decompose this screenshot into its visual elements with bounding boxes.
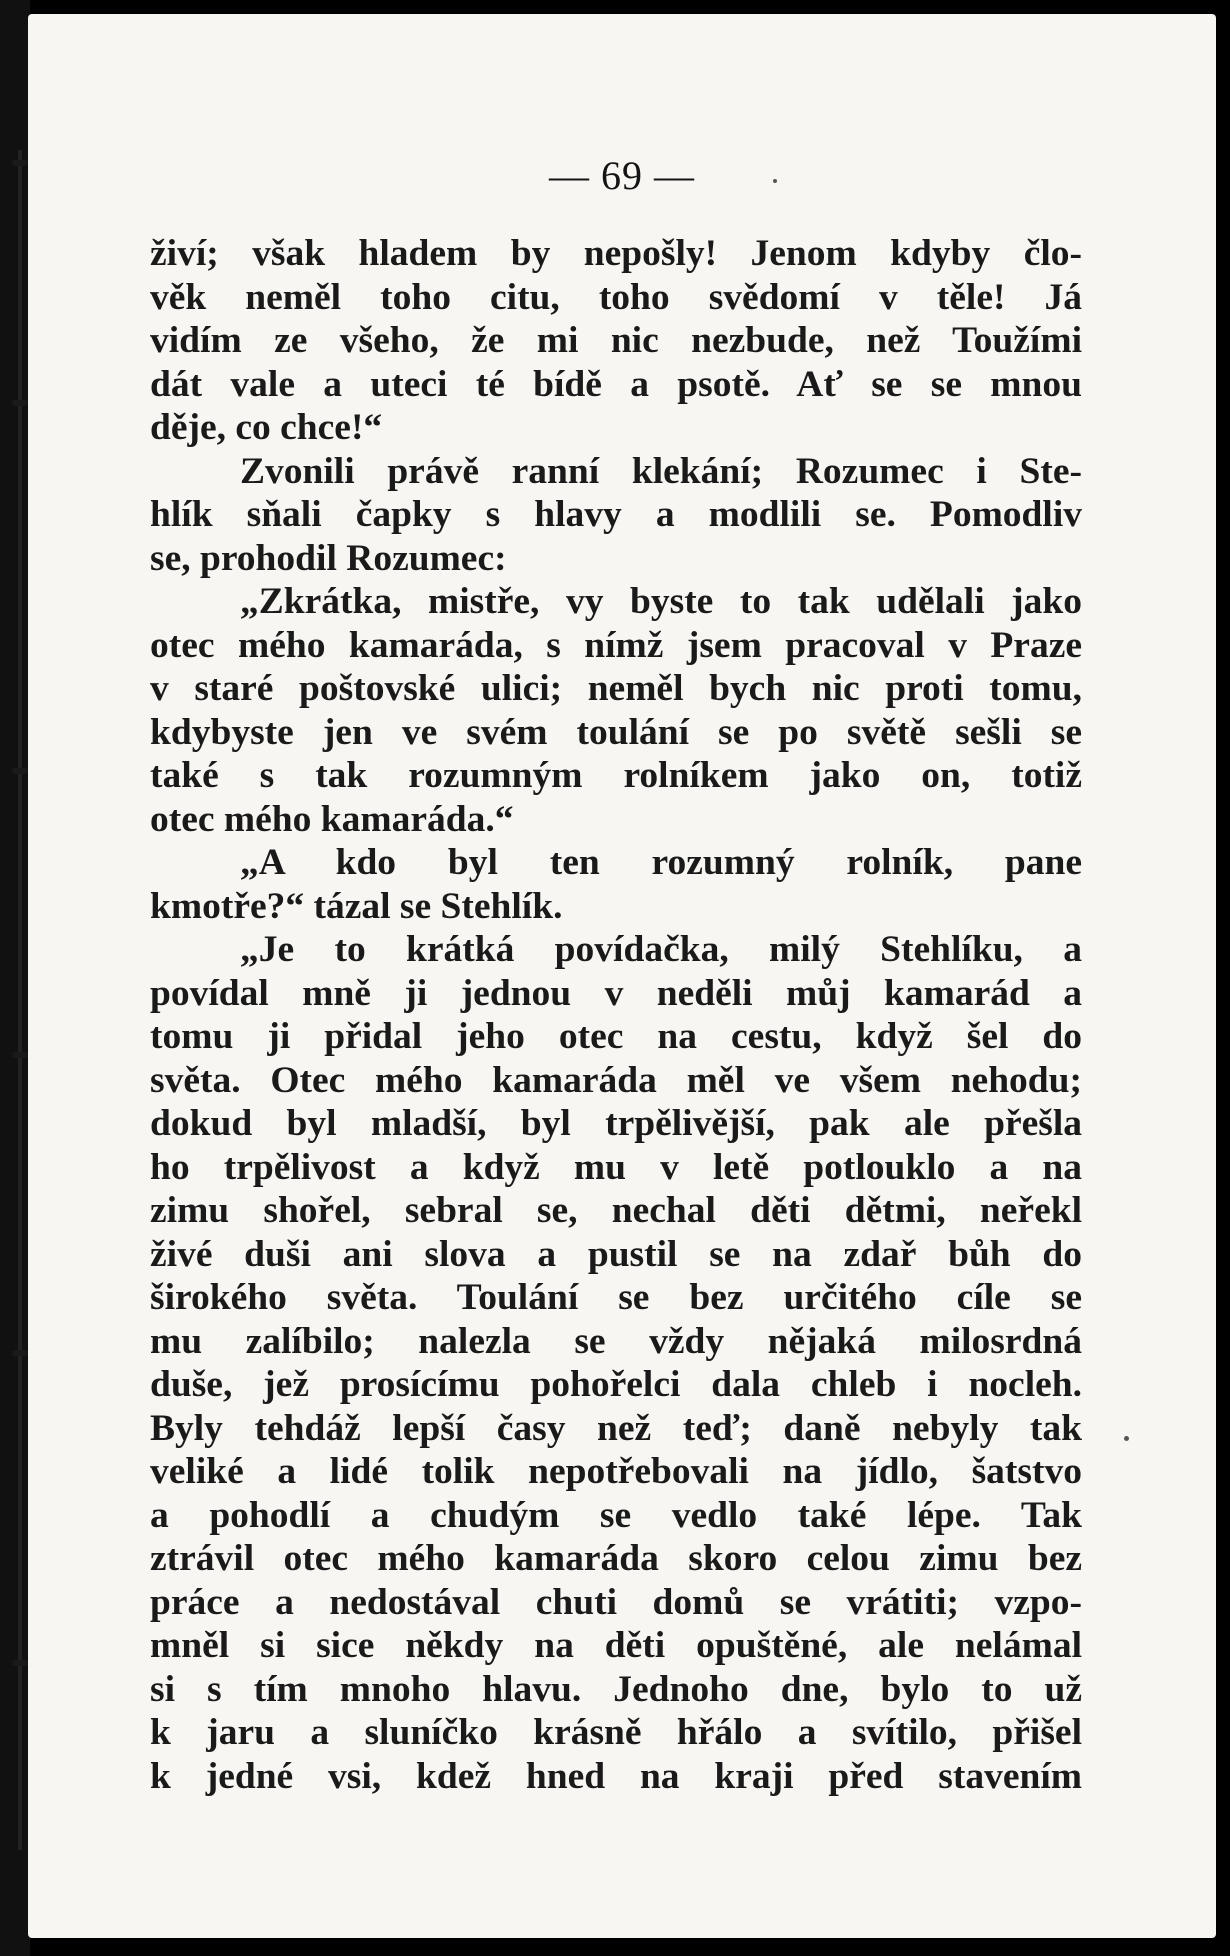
binding-stitch — [12, 400, 28, 406]
binding-stitch — [12, 1350, 28, 1356]
text-line: širokého světa. Toulání se bez určitého cíle se — [150, 1277, 1082, 1318]
text-line: vidím ze všeho, že mi nic nezbude, než Toužími — [150, 320, 1082, 361]
text-line: si s tím mnoho hlavu. Jednoho dne, bylo to už — [150, 1668, 1082, 1710]
text-line: dokud byl mladší, byl trpělivější, pak ale přešla — [150, 1103, 1082, 1144]
text-line: také s tak rozumným rolníkem jako on, totiž — [150, 755, 1082, 796]
text-line: Zvonili právě ranní klekání; Rozumec i Ste- — [240, 450, 1082, 492]
binding-stitch — [12, 160, 28, 166]
text-line: mu zalíbilo; nalezla se vždy nějaká milosrdná — [150, 1320, 1082, 1362]
text-line: živí; však hladem by nepošly! Jenom kdyby člo- — [150, 233, 1082, 274]
text-line: se, prohodil Rozumec: — [150, 537, 507, 579]
text-line: světa. Otec mého kamaráda měl ve všem nehodu; — [150, 1059, 1082, 1101]
paper-speck — [773, 179, 777, 183]
body-text — [150, 232, 1082, 1798]
page-number: — 69 — — [549, 153, 695, 198]
binding-stitch — [12, 1052, 28, 1058]
text-line: tomu ji přidal jeho otec na cestu, když šel do — [150, 1016, 1082, 1057]
text-line: k jaru a sluníčko krásně hřálo a svítilo, přišel — [150, 1712, 1082, 1753]
binding-stitch — [12, 1660, 28, 1666]
text-line: v staré poštovské ulici; neměl bych nic proti tomu, — [150, 668, 1082, 709]
text-line: hlík sňali čapky s hlavy a modlili se. Pomodliv — [150, 494, 1082, 535]
text-line: dát vale a uteci té bídě a psotě. Ať se se mnou — [150, 363, 1082, 405]
text-line: otec mého kamaráda.“ — [150, 798, 514, 840]
text-line: otec mého kamaráda, s nímž jsem pracoval v Praze — [150, 624, 1082, 666]
text-line: mněl si sice někdy na děti opuštěné, ale nelámal — [150, 1625, 1082, 1666]
text-line: živé duši ani slova a pustil se na zdař bůh do — [150, 1233, 1082, 1275]
text-line: kmotře?“ tázal se Stehlík. — [150, 885, 563, 927]
text-line: Byly tehdáž lepší časy než teď; daně nebyly tak — [150, 1407, 1082, 1449]
text-line: děje, co chce!“ — [150, 407, 383, 448]
text-line: zimu shořel, sebral se, nechal děti dětmi, neřekl — [150, 1190, 1082, 1231]
text-line: věk neměl toho citu, toho svědomí v těle! Já — [150, 276, 1082, 318]
text-line: k jedné vsi, kdež hned na kraji před stavením — [150, 1755, 1082, 1797]
text-line: veliké a lidé tolik nepotřebovali na jídlo, šatstvo — [150, 1451, 1082, 1492]
text-line: „A kdo byl ten rozumný rolník, pane — [240, 842, 1082, 883]
paper-speck — [1124, 1436, 1129, 1441]
text-line: kdybyste jen ve svém toulání se po světě sešli se — [150, 711, 1082, 753]
text-line: práce a nedostával chuti domů se vrátiti; vzpo- — [150, 1581, 1082, 1623]
text-line: „Zkrátka, mistře, vy byste to tak udělali jako — [240, 581, 1082, 622]
text-line: „Je to krátká povídačka, milý Stehlíku, a — [240, 929, 1082, 970]
book-binding-edge — [0, 0, 30, 1956]
binding-stitch — [12, 768, 28, 774]
text-line: a pohodlí a chudým se vedlo také lépe. Tak — [150, 1494, 1082, 1536]
text-line: ho trpělivost a když mu v letě potlouklo a na — [150, 1146, 1082, 1188]
text-line: duše, jež prosícímu pohořelci dala chleb i nocleh. — [150, 1364, 1082, 1405]
text-line: ztrávil otec mého kamaráda skoro celou zimu bez — [150, 1538, 1082, 1579]
text-line: povídal mně ji jednou v neděli můj kamarád a — [150, 972, 1082, 1014]
